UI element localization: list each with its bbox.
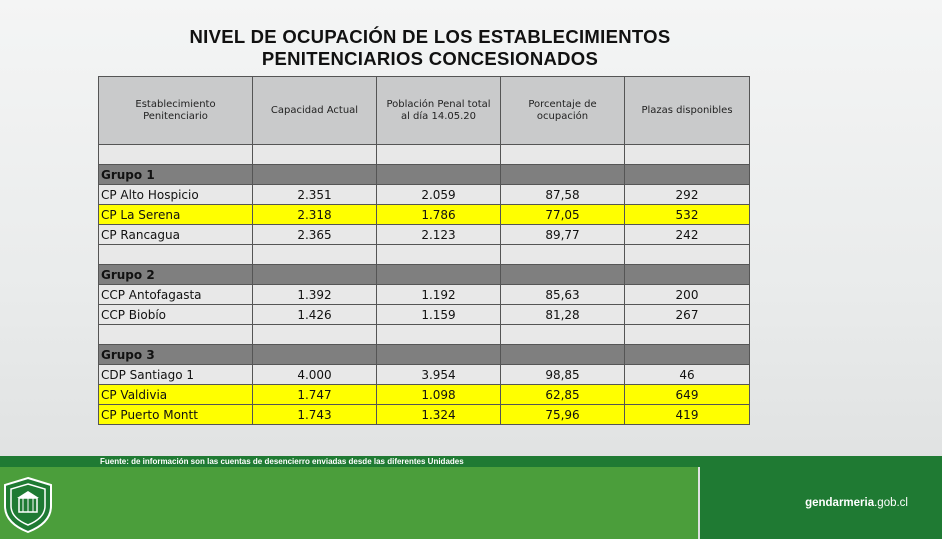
- source-note: Fuente: de información son las cuentas de desencierro enviadas desde las diferentes Unidades: [100, 457, 464, 466]
- spacer-row: [99, 245, 750, 265]
- cell-poblacion: 1.098: [377, 385, 501, 405]
- cell-plazas: 532: [625, 205, 750, 225]
- table-row: [99, 305, 750, 325]
- group-name: Grupo 1: [99, 165, 253, 185]
- cell-plazas: 649: [625, 385, 750, 405]
- cell-porcentaje: 62,85: [501, 385, 625, 405]
- cell-name: CP Puerto Montt: [99, 405, 253, 425]
- cell-capacidad: 2.318: [253, 205, 377, 225]
- cell-capacidad: 2.365: [253, 225, 377, 245]
- cell-porcentaje: 77,05: [501, 205, 625, 225]
- website-label-bold: gendarmeria: [805, 497, 875, 509]
- cell-porcentaje: 98,85: [501, 365, 625, 385]
- header-plazas: Plazas disponibles: [625, 77, 750, 145]
- cell-poblacion: 1.786: [377, 205, 501, 225]
- cell-name: CP Rancagua: [99, 225, 253, 245]
- cell-name: CP Alto Hospicio: [99, 185, 253, 205]
- cell-poblacion: 1.324: [377, 405, 501, 425]
- table-row: [99, 285, 750, 305]
- footer-band-left: [0, 467, 698, 539]
- cell-capacidad: 1.747: [253, 385, 377, 405]
- header-porcentaje: Porcentaje de ocupación: [501, 77, 625, 145]
- title-line-1: NIVEL DE OCUPACIÓN DE LOS ESTABLECIMIENTOS: [189, 26, 671, 47]
- cell-plazas: 267: [625, 305, 750, 325]
- group-name: Grupo 3: [99, 345, 253, 365]
- cell-poblacion: 2.059: [377, 185, 501, 205]
- title-line-2: PENITENCIARIOS CONCESIONADOS: [261, 48, 599, 69]
- group-row: [99, 265, 750, 285]
- cell-name: CP La Serena: [99, 205, 253, 225]
- cell-porcentaje: 85,63: [501, 285, 625, 305]
- website-label: [805, 497, 908, 509]
- table-row-highlighted: [99, 205, 750, 225]
- cell-name: CP Valdivia: [99, 385, 253, 405]
- table-row: [99, 185, 750, 205]
- cell-capacidad: 4.000: [253, 365, 377, 385]
- table-row-highlighted: [99, 385, 750, 405]
- cell-porcentaje: 89,77: [501, 225, 625, 245]
- cell-capacidad: 2.351: [253, 185, 377, 205]
- cell-name: CDP Santiago 1: [99, 365, 253, 385]
- cell-plazas: 242: [625, 225, 750, 245]
- table-header-row: [99, 77, 750, 145]
- cell-plazas: 46: [625, 365, 750, 385]
- cell-plazas: 419: [625, 405, 750, 425]
- group-name: Grupo 2: [99, 265, 253, 285]
- cell-capacidad: 1.426: [253, 305, 377, 325]
- table-row: [99, 225, 750, 245]
- page-title: [100, 26, 760, 70]
- table-row-highlighted: [99, 405, 750, 425]
- cell-porcentaje: 87,58: [501, 185, 625, 205]
- header-capacidad: Capacidad Actual: [253, 77, 377, 145]
- cell-plazas: 200: [625, 285, 750, 305]
- cell-poblacion: 1.192: [377, 285, 501, 305]
- cell-poblacion: 1.159: [377, 305, 501, 325]
- header-poblacion: Población Penal total al día 14.05.20: [377, 77, 501, 145]
- cell-poblacion: 2.123: [377, 225, 501, 245]
- cell-name: CCP Antofagasta: [99, 285, 253, 305]
- cell-poblacion: 3.954: [377, 365, 501, 385]
- occupancy-table: [98, 76, 750, 425]
- cell-porcentaje: 75,96: [501, 405, 625, 425]
- group-row: [99, 165, 750, 185]
- spacer-row: [99, 145, 750, 165]
- cell-plazas: 292: [625, 185, 750, 205]
- cell-porcentaje: 81,28: [501, 305, 625, 325]
- table-row: [99, 365, 750, 385]
- header-establecimiento: Establecimiento Penitenciario: [99, 77, 253, 145]
- cell-capacidad: 1.743: [253, 405, 377, 425]
- cell-capacidad: 1.392: [253, 285, 377, 305]
- website-label-suffix: .gob.cl: [874, 497, 908, 509]
- spacer-row: [99, 325, 750, 345]
- group-row: [99, 345, 750, 365]
- cell-name: CCP Biobío: [99, 305, 253, 325]
- gendarmeria-shield-logo-icon: [2, 476, 54, 534]
